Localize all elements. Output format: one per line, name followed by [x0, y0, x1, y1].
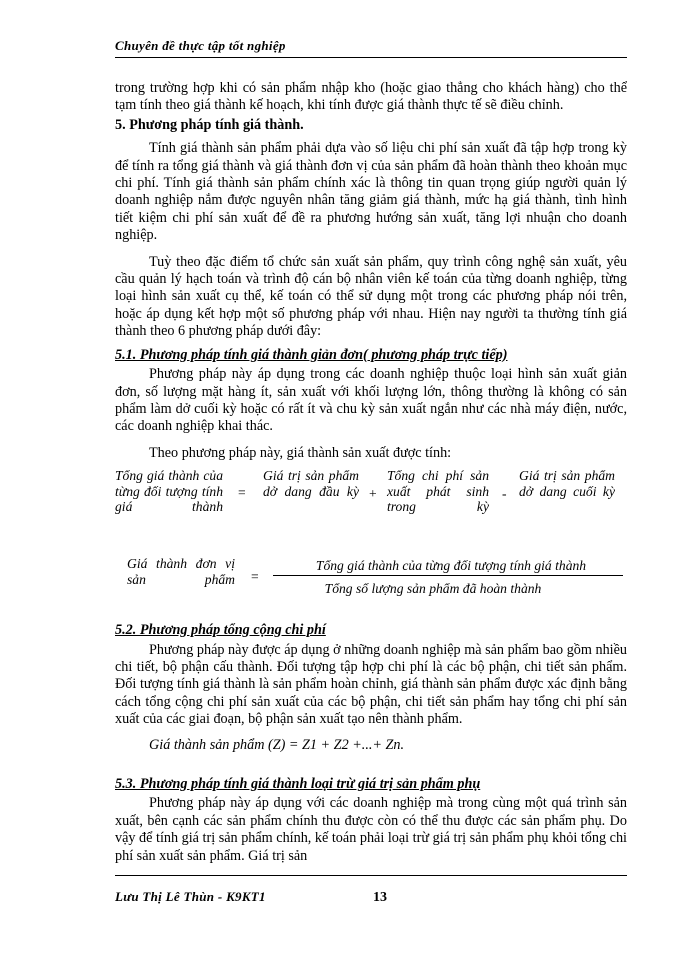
paragraph: Phương pháp này áp dụng trong các doanh nghiệp thuộc loại hình sản xuất giản đơn, số lượng mặt hàng ít, sản xuất với khối lượng lớn, thông thường là không có sản phẩm làm dở cuối kỳ hoặc có rất ít và chu kỳ sản xuất ngắn như các nhà máy điện, nước, các doanh nghiệp khai thác. — [115, 366, 627, 435]
author-name: Lưu Thị Lê Thùn - K9KT1 — [115, 889, 266, 904]
intro-paragraph: trong trường hợp khi có sản phẩm nhập kho (hoặc giao thẳng cho khách hàng) cho thể tạm tính theo giá thành kế hoạch, khi tính được giá thành thực tế sẽ điều chỉnh. — [115, 80, 627, 114]
formula-sum-z: Giá thành sản phẩm (Z) = Z1 + Z2 +...+ Zn. — [149, 736, 405, 753]
page-footer — [115, 875, 627, 905]
subsection-heading-5-3: 5.3. Phương pháp tính giá thành loại trừ giá trị sản phẩm phụ — [115, 775, 481, 792]
formula-unit-cost — [115, 556, 627, 608]
formula-term-period-cost: Tổng chi phí sản xuất phát sinh trong kỳ — [387, 468, 489, 515]
page-number: 13 — [373, 890, 387, 905]
page-header: Chuyên đề thực tập tốt nghiệp — [115, 38, 627, 58]
formula-term-closing-wip: Giá trị sản phẩm dở dang cuối kỳ — [519, 468, 615, 499]
section-heading-5: 5. Phương pháp tính giá thành. — [115, 116, 304, 133]
paragraph: Phương pháp này áp dụng với các doanh nghiệp mà trong cùng một quá trình sản xuất, bên cạnh các sản phẩm chính thu được còn có thể thu được các sản phẩm phụ. Do vậy để tính giá trị sản phẩm chính, kế toán phải loại trừ giá trị sản phẩm phụ khỏi tổng chi phí sản xuất sản phẩm. Giá trị sản — [115, 795, 627, 864]
formula-minus: - — [502, 486, 507, 502]
paragraph: Phương pháp này được áp dụng ở những doanh nghiệp mà sản phẩm bao gồm nhiều chi tiết, bộ phận cấu thành. Đối tượng tập hợp chi phí là các bộ phận, chi tiết sản phẩm. Đối tượng tính giá thành là sản phẩm hoàn chỉnh, giá thành sản phẩm được xác định bằng cách tổng cộng chi phí sản xuất của các bộ phận, chi tiết sản phẩm hay tổng chi phí sản xuất của các giai đoạn, bộ phận sản xuất tạo nên thành phẩm. — [115, 641, 627, 728]
formula-total-cost — [115, 468, 627, 534]
formula-term-total: Tổng giá thành của từng đối tượng tính giá thành — [115, 468, 223, 515]
formula-plus: + — [369, 486, 377, 502]
formula-equals: = — [238, 485, 246, 501]
fraction-bar — [273, 575, 623, 576]
page-body — [115, 80, 627, 865]
formula-numerator: Tổng giá thành của từng đối tượng tính giá thành — [315, 558, 587, 574]
paragraph: Tuỳ theo đặc điểm tổ chức sản xuất sản phẩm, quy trình công nghệ sản xuất, yêu cầu quản lý hạch toán và trình độ cán bộ nhân viên kế toán của từng doanh nghiệp, từng loại hình sản xuất cụ thể, kế toán có thể sử dụng một trong các phương pháp nói trên, hoặc áp dụng kết hợp một số phương pháp với nhau. Hiện nay người ta thường tính giá thành theo 6 phương pháp dưới đây: — [115, 253, 627, 340]
subsection-heading-5-2: 5.2. Phương pháp tổng cộng chi phí — [115, 622, 326, 639]
formula-unit-cost-lhs: Giá thành đơn vị sản phẩm — [127, 556, 235, 587]
paragraph: Tính giá thành sản phẩm phải dựa vào số liệu chi phí sản xuất đã tập hợp trong kỳ để tính ra tổng giá thành và giá thành đơn vị của sản phẩm đã hoàn thành theo khoản mục chi phí. Tính giá thành sản phẩm chính xác là thông tin quan trọng giúp người quản lý doanh nghiệp nắm được nguyên nhân tăng giảm giá thành, mức hạ giá thành, tình hình tiết kiệm chi phí sản xuất để đề ra phương hướng sản xuất, tăng lợi nhuận cho doanh nghiệp. — [115, 140, 627, 244]
formula-denominator: Tổng số lượng sản phẩm đã hoàn thành — [324, 581, 542, 597]
formula-term-opening-wip: Giá trị sản phẩm dở dang đầu kỳ — [263, 468, 359, 499]
formula-equals: = — [251, 569, 259, 585]
subsection-heading-5-1: 5.1. Phương pháp tính giá thành giản đơn( phương pháp trực tiếp) — [115, 346, 508, 363]
paragraph: Theo phương pháp này, giá thành sản xuất được tính: — [149, 444, 452, 461]
